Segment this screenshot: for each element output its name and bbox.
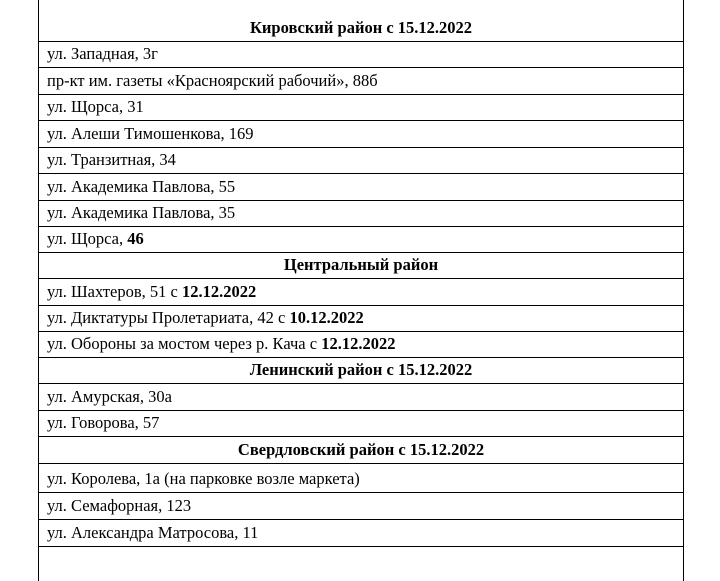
table-row (39, 464, 683, 493)
table-row (39, 121, 683, 148)
section-title: Свердловский район с 15.12.2022 (237, 439, 485, 459)
table-row (39, 411, 683, 437)
table-row (39, 42, 683, 68)
address-text: пр-кт им. газеты «Красноярский рабочий», 88б (47, 70, 378, 90)
address-text: ул. Алеши Тимошенкова, 169 (47, 123, 254, 143)
table-row (39, 279, 683, 306)
section-title: Ленинский район с 15.12.2022 (249, 359, 473, 379)
section-title: Центральный район (283, 254, 439, 274)
address-prefix: ул. Обороны за мостом через р. Кача с (47, 333, 322, 353)
table-row (39, 384, 683, 411)
address-text: ул. Щорса, 31 (47, 96, 144, 116)
address-text: ул. Королева, 1а (на парковке возле маркета) (47, 468, 360, 488)
table-row (39, 201, 683, 227)
address-prefix: ул. Щорса, (47, 228, 128, 248)
section-header-central (39, 253, 683, 279)
table-row (39, 520, 683, 547)
address-text (47, 281, 257, 301)
table-row (39, 332, 683, 358)
section-header-kirovsky (39, 18, 683, 42)
address-prefix: ул. Шахтеров, 51 с (47, 281, 182, 301)
start-date: 10.12.2022 (289, 307, 364, 327)
section-header-sverdlovsky (39, 437, 683, 464)
table-row (39, 95, 683, 121)
address-text: ул. Западная, 3г (47, 43, 158, 63)
address-table (38, 0, 684, 581)
section-header-leninsky (39, 358, 683, 384)
table-row (39, 68, 683, 95)
table-row (39, 306, 683, 332)
address-text (47, 307, 364, 327)
address-text: ул. Семафорная, 123 (47, 495, 192, 515)
address-text (47, 333, 396, 353)
table-row (39, 493, 683, 520)
address-text: ул. Александра Матросова, 11 (47, 522, 259, 542)
house-number: 46 (127, 228, 144, 248)
address-text: ул. Академика Павлова, 55 (47, 176, 236, 196)
table-row (39, 148, 683, 174)
start-date: 12.12.2022 (321, 333, 396, 353)
table-row (39, 227, 683, 253)
address-prefix: ул. Диктатуры Пролетариата, 42 с (47, 307, 290, 327)
address-text: ул. Говорова, 57 (47, 412, 160, 432)
address-text (47, 228, 144, 248)
section-title: Кировский район с 15.12.2022 (249, 17, 473, 37)
address-text: ул. Академика Павлова, 35 (47, 202, 236, 222)
address-text: ул. Транзитная, 34 (47, 149, 176, 169)
start-date: 12.12.2022 (181, 281, 257, 301)
address-text: ул. Амурская, 30а (47, 386, 172, 406)
table-row (39, 174, 683, 201)
